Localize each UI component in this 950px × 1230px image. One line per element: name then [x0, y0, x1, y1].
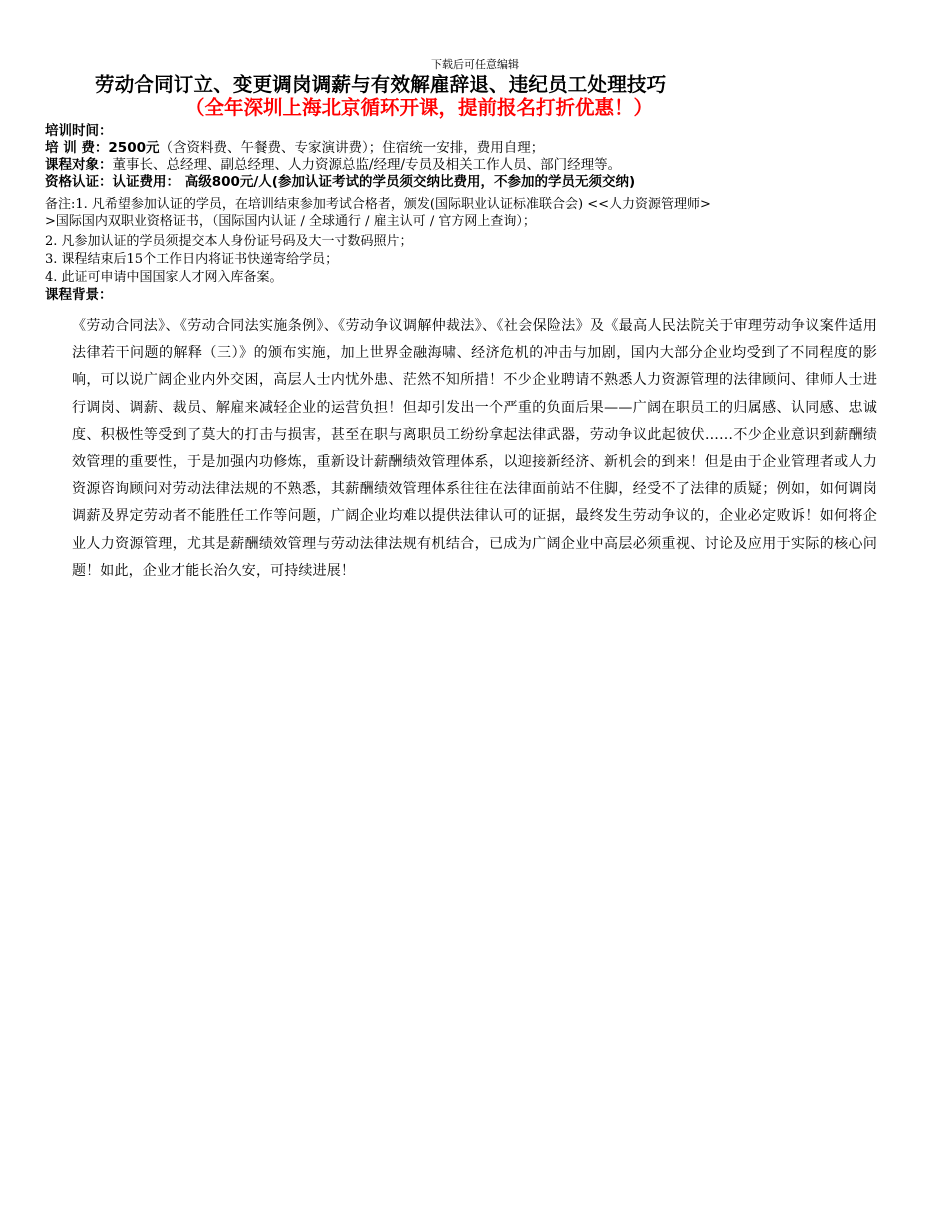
note-2: 2. 凡参加认证的学员须提交本人身份证号码及大一寸数码照片；	[45, 234, 413, 249]
course-background-line	[45, 287, 925, 304]
certification-label: 资格认证：	[45, 174, 113, 190]
page-title: 劳动合同订立、变更调岗调薪与有效解雇辞退、违纪员工处理技巧	[95, 73, 667, 96]
course-target-text: 董事长、总经理、副总经理、人力资源总监/经理/专员及相关工作人员、部门经理等。	[112, 157, 622, 173]
certification-line	[45, 174, 925, 191]
training-fee-amount: 2500元	[108, 140, 160, 156]
training-fee-detail: （含资料费、午餐费、专家演讲费）；住宿统一安排，费用自理；	[159, 140, 545, 156]
note-1-line-2: >国际国内双职业资格证书，（国际国内认证 / 全球通行 / 雇主认可 / 官方网上查询）；	[45, 214, 536, 229]
note-4: 4. 此证可申请中国国家人才网入库备案。	[45, 270, 283, 285]
page-subtitle: （全年深圳上海北京循环开课，提前报名打折优惠！）	[185, 96, 654, 119]
course-background-paragraph: 《劳动合同法》、《劳动合同法实施条例》、《劳动争议调解仲裁法》、《社会保险法》及《最高人民法院关于审理劳动争议案件适用法律若干问题的解释（三）》的颁布实施，加上世界金融海啸、经济危机的冲击与加剧，国内大部分企业均受到了不同程度的影响，可以说广阔企业内外交困，高层人士内忧外患、茫然不知所措！不少企业聘请不熟悉人力资源管理的法律顾问、律师人士进行调岗、调薪、裁员、解雇来减轻企业的运营负担！但却引发出一个严重的负面后果——广阔在职员工的归属感、认同感、忠诚度、积极性等受到了莫大的打击与损害，甚至在职与离职员工纷纷拿起法律武器，劳动争议此起彼伏……不少企业意识到薪酬绩效管理的重要性，于是加强内功修炼，重新设计薪酬绩效管理体系，以迎接新经济、新机会的到来！但是由于企业管理者或人力资源咨询顾问对劳动法律法规的不熟悉，其薪酬绩效管理体系往往在法律面前站不住脚，经受不了法律的质疑；例如，如何调岗调薪及界定劳动者不能胜任工作等问题，广阔企业均难以提供法律认可的证据，最终发生劳动争议的，企业必定败诉！如何将企业人力资源管理，尤其是薪酬绩效管理与劳动法律法规有机结合，已成为广阔企业中高层必须重视、讨论及应用于实际的核心问题！如此，企业才能长治久安，可持续进展！	[72, 318, 877, 579]
training-fee-label: 培 训 费：	[45, 140, 109, 156]
training-fee-line	[45, 140, 925, 157]
course-background-label: 课程背景：	[45, 287, 113, 303]
note-3: 3. 课程结束后15个工作日内将证书快递寄给学员；	[45, 252, 339, 267]
top-note: 下载后可任意编辑	[431, 58, 519, 71]
course-target-line	[45, 157, 925, 174]
course-target-label: 课程对象：	[45, 157, 113, 173]
training-time-label: 培训时间：	[45, 123, 113, 139]
training-time-line	[45, 123, 925, 140]
note-1-line-1: 备注:1. 凡希望参加认证的学员，在培训结束参加考试合格者，颁发(国际职业认证标准联合会) <<人力资源管理师>	[45, 197, 711, 212]
certification-text: 认证费用： 高级800元/人(参加认证考试的学员须交纳比费用，不参加的学员无须交纳)	[112, 174, 636, 190]
